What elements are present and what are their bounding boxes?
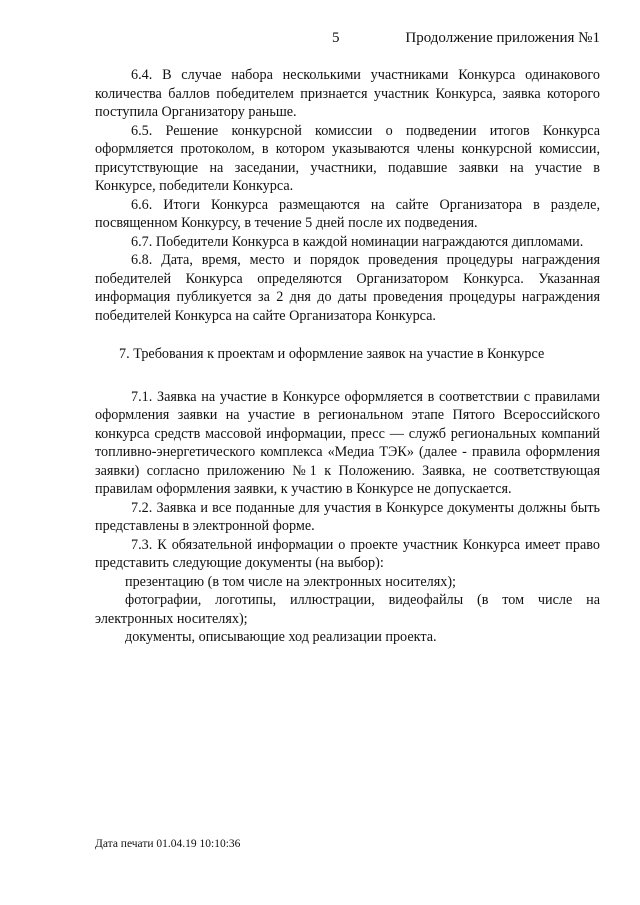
paragraph-6-7: 6.7. Победители Конкурса в каждой номинации награждаются дипломами. xyxy=(131,233,584,250)
list-item: фотографии, логотипы, иллюстрации, видеофайлы (в том числе на электронных носителях); xyxy=(95,592,600,627)
paragraph-6-8: 6.8. Дата, время, место и порядок проведения процедуры награждения победителей Конкурса определяются Организатором Конкурса. Указанная информация публикуется за 2 дня до даты проведения процедуры награждения победителей Конкурса на сайте Организатора Конкурса. xyxy=(95,252,600,324)
list-item: презентацию (в том числе на электронных носителях); xyxy=(125,573,456,590)
print-date: Дата печати 01.04.19 10:10:36 xyxy=(95,838,241,850)
document-body xyxy=(95,66,600,647)
appendix-title: Продолжение приложения №1 xyxy=(405,30,600,46)
paragraph-7-3: 7.3. К обязательной информации о проекте участник Конкурса имеет право представить следующие документы (на выбор): xyxy=(95,536,600,571)
paragraph-7-2: 7.2. Заявка и все поданные для участия в Конкурсе документы должны быть представлены в электронной форме. xyxy=(95,499,600,534)
paragraph-6-6: 6.6. Итоги Конкурса размещаются на сайте Организатора в разделе, посвященном Конкурсу, в течение 5 дней после их подведения. xyxy=(95,196,600,231)
paragraph-7-1: 7.1. Заявка на участие в Конкурсе оформляется в соответствии с правилами оформления заявки на участие в региональном этапе Пятого Всероссийского конкурса средств массовой информации, пресс — служб региональных компаний топливно-энергетического комплекса «Медиа ТЭК» (далее - правила оформления заявки) согласно приложению №1 к Положению. Заявка, не соответствующая правилам оформления заявки, к участию в Конкурсе не допускается. xyxy=(95,388,600,497)
list-item: документы, описывающие ход реализации проекта. xyxy=(125,629,437,645)
section-7-heading: 7. Требования к проектам и оформление заявок на участие в Конкурсе xyxy=(119,346,545,362)
page-number: 5 xyxy=(332,30,340,46)
paragraph-6-4: 6.4. В случае набора несколькими участниками Конкурса одинакового количества баллов победителем признается участник Конкурса, заявка которого поступила Организатору раньше. xyxy=(95,67,600,120)
paragraph-6-5: 6.5. Решение конкурсной комиссии о подведении итогов Конкурса оформляется протоколом, в котором указываются члены конкурсной комиссии, присутствующие на заседании, участники, подавшие заявки на участие в Конкурсе, победители Конкурса. xyxy=(95,122,600,194)
